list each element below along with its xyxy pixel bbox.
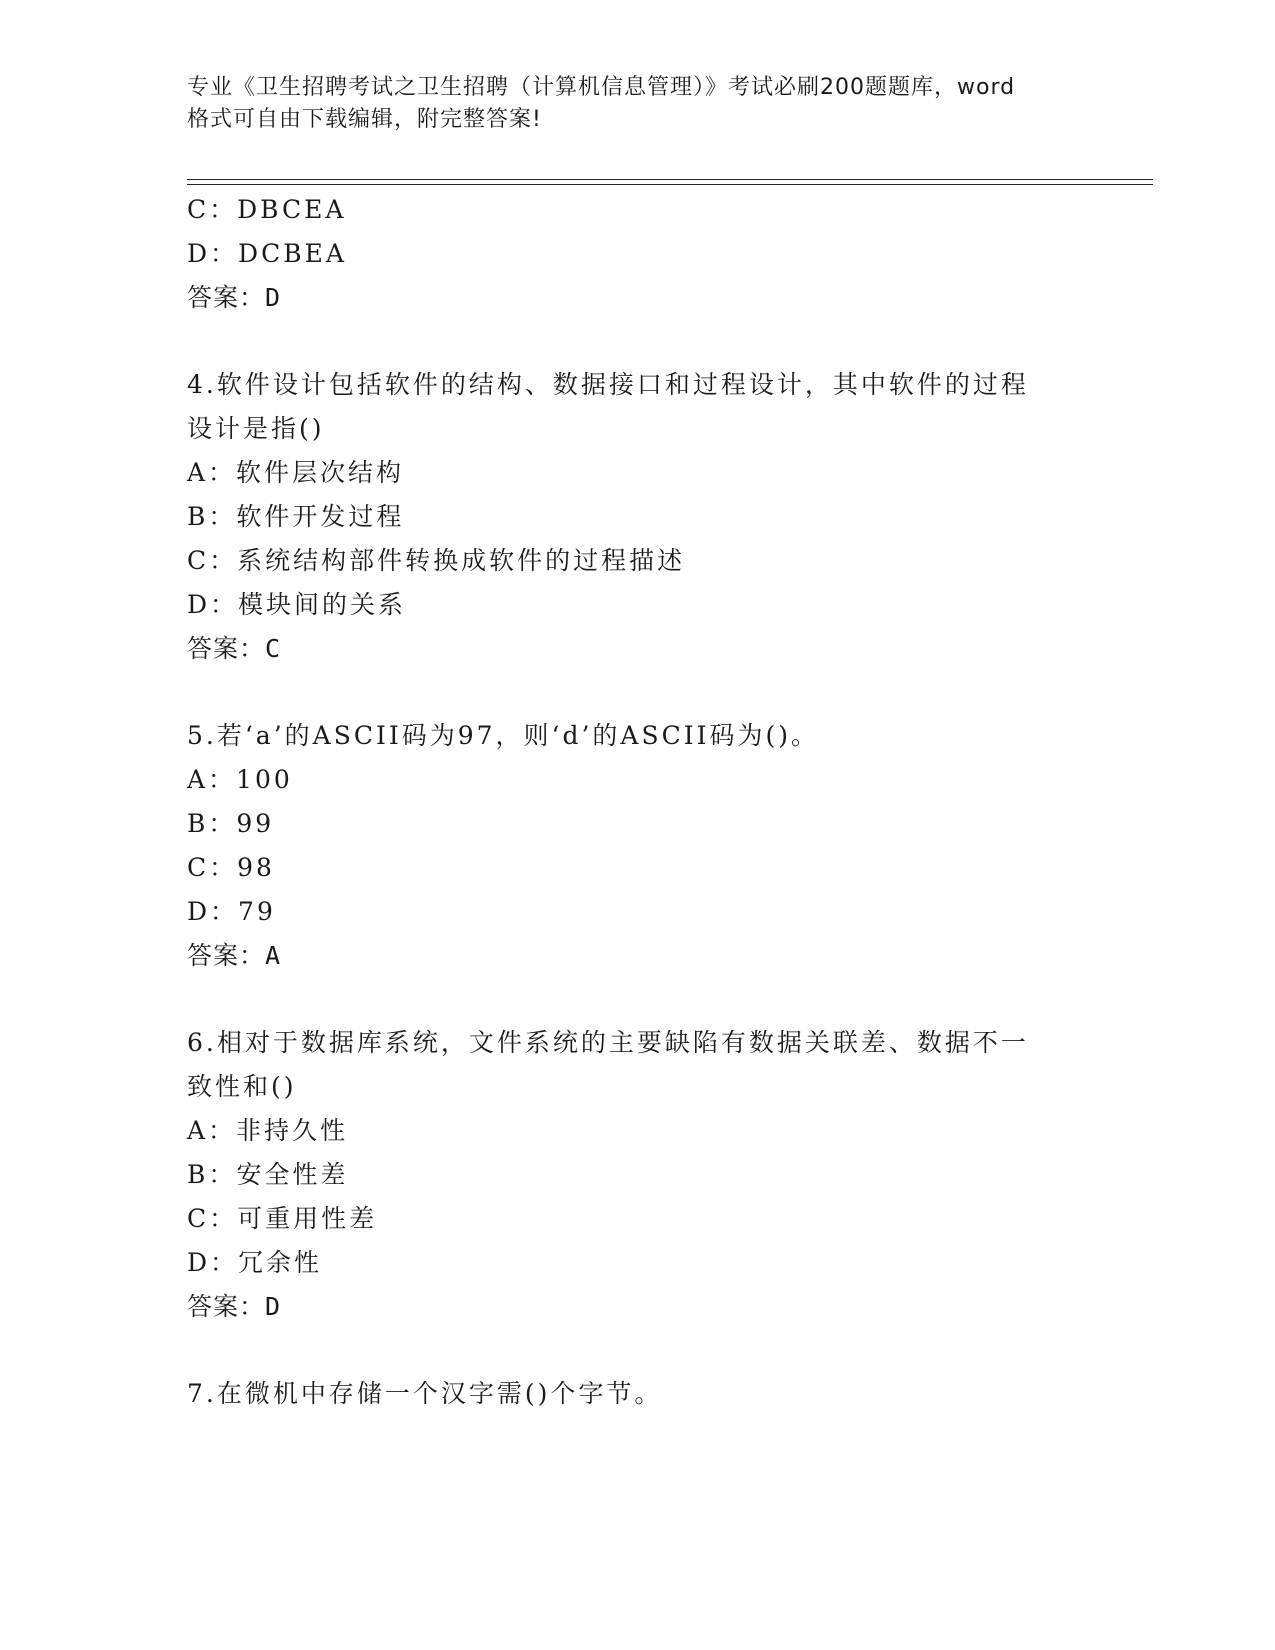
q6-option-b: B：安全性差 <box>187 1160 349 1189</box>
answer-label: 答案： <box>187 283 266 312</box>
answer-value: D <box>265 283 282 312</box>
answer-label: 答案： <box>187 1292 266 1321</box>
q6-stem-line-1: 6.相对于数据库系统，文件系统的主要缺陷有数据关联差、数据不一 <box>187 1028 1029 1057</box>
document-header <box>187 72 1087 136</box>
answer-value: C <box>265 634 282 663</box>
answer-label: 答案： <box>187 941 266 970</box>
q3-option-c: C：DBCEA <box>187 195 347 224</box>
q3-answer <box>187 276 1087 320</box>
q4-option-d: D：模块间的关系 <box>187 590 407 619</box>
q5-option-a: A：100 <box>187 765 293 794</box>
q6-option-c: C：可重用性差 <box>187 1204 378 1233</box>
q6-option-d: D：冗余性 <box>187 1248 323 1277</box>
q4-stem-line-1: 4.软件设计包括软件的结构、数据接口和过程设计，其中软件的过程 <box>187 370 1029 399</box>
q5-option-c: C：98 <box>187 853 275 882</box>
answer-value: D <box>265 1292 282 1321</box>
header-line-2: 格式可自由下载编辑，附完整答案! <box>187 107 542 132</box>
header-divider-bottom <box>187 184 1153 185</box>
q6-option-a: A：非持久性 <box>187 1116 349 1145</box>
answer-value: A <box>265 941 282 970</box>
q7-stem-line-1: 7.在微机中存储一个汉字需()个字节。 <box>187 1379 663 1408</box>
q4-option-a: A：软件层次结构 <box>187 458 405 487</box>
q4-option-c: C：系统结构部件转换成软件的过程描述 <box>187 546 686 575</box>
q3-option-d: D：DCBEA <box>187 239 347 268</box>
q4-option-b: B：软件开发过程 <box>187 502 405 531</box>
q6-stem-line-2: 致性和() <box>187 1072 297 1101</box>
header-divider-top <box>187 179 1153 180</box>
q5-stem-line-1: 5.若‘a’的ASCII码为97，则‘d’的ASCII码为()。 <box>187 721 819 750</box>
q4-stem-line-2: 设计是指() <box>187 414 325 443</box>
header-line-1: 专业《卫生招聘考试之卫生招聘（计算机信息管理）》考试必刷200题题库，word <box>187 75 1016 100</box>
q4-answer <box>187 627 1087 671</box>
q5-option-d: D：79 <box>187 897 276 926</box>
q5-answer <box>187 934 1087 978</box>
q6-answer <box>187 1285 1087 1329</box>
answer-label: 答案： <box>187 634 266 663</box>
q5-option-b: B：99 <box>187 809 275 838</box>
